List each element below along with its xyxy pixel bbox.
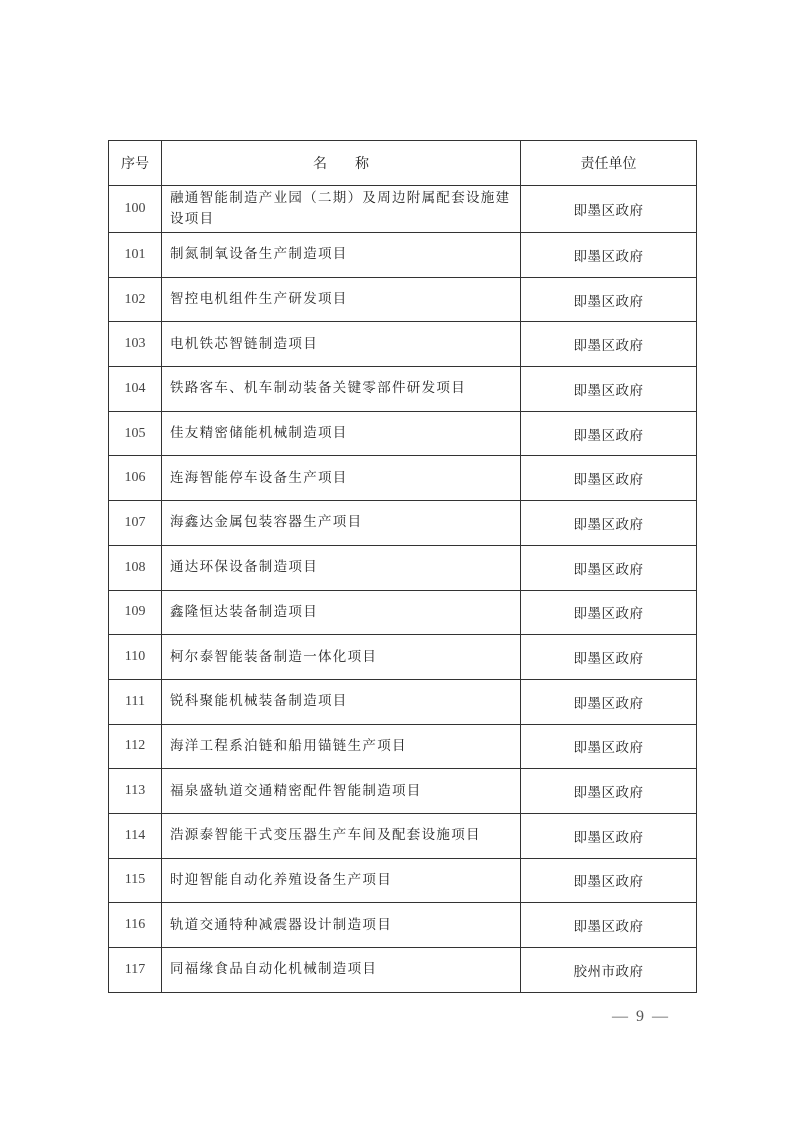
cell-responsible-unit: 胶州市政府 bbox=[521, 948, 697, 993]
cell-serial-number: 103 bbox=[109, 322, 162, 367]
cell-serial-number: 116 bbox=[109, 903, 162, 948]
cell-project-name: 福泉盛轨道交通精密配件智能制造项目 bbox=[162, 769, 521, 814]
cell-project-name: 锐科聚能机械装备制造项目 bbox=[162, 679, 521, 724]
cell-responsible-unit: 即墨区政府 bbox=[521, 769, 697, 814]
header-name: 名 称 bbox=[162, 141, 521, 186]
cell-responsible-unit: 即墨区政府 bbox=[521, 501, 697, 546]
cell-project-name: 智控电机组件生产研发项目 bbox=[162, 277, 521, 322]
table-row bbox=[109, 277, 697, 322]
cell-responsible-unit: 即墨区政府 bbox=[521, 635, 697, 680]
table-row bbox=[109, 322, 697, 367]
cell-responsible-unit: 即墨区政府 bbox=[521, 724, 697, 769]
cell-project-name: 连海智能停车设备生产项目 bbox=[162, 456, 521, 501]
cell-project-name: 鑫隆恒达装备制造项目 bbox=[162, 590, 521, 635]
cell-project-name: 铁路客车、机车制动装备关键零部件研发项目 bbox=[162, 367, 521, 412]
header-responsible-unit: 责任单位 bbox=[521, 141, 697, 186]
table-row bbox=[109, 948, 697, 993]
cell-serial-number: 113 bbox=[109, 769, 162, 814]
table-row bbox=[109, 679, 697, 724]
cell-serial-number: 101 bbox=[109, 233, 162, 278]
cell-responsible-unit: 即墨区政府 bbox=[521, 858, 697, 903]
table-row bbox=[109, 411, 697, 456]
cell-project-name: 海鑫达金属包装容器生产项目 bbox=[162, 501, 521, 546]
cell-responsible-unit: 即墨区政府 bbox=[521, 277, 697, 322]
cell-responsible-unit: 即墨区政府 bbox=[521, 813, 697, 858]
table-row bbox=[109, 813, 697, 858]
cell-serial-number: 104 bbox=[109, 367, 162, 412]
cell-responsible-unit: 即墨区政府 bbox=[521, 903, 697, 948]
cell-serial-number: 109 bbox=[109, 590, 162, 635]
cell-serial-number: 100 bbox=[109, 186, 162, 233]
cell-responsible-unit: 即墨区政府 bbox=[521, 367, 697, 412]
cell-serial-number: 107 bbox=[109, 501, 162, 546]
cell-responsible-unit: 即墨区政府 bbox=[521, 679, 697, 724]
cell-project-name: 轨道交通特种减震器设计制造项目 bbox=[162, 903, 521, 948]
cell-responsible-unit: 即墨区政府 bbox=[521, 186, 697, 233]
table-body bbox=[109, 186, 697, 993]
cell-project-name: 浩源泰智能干式变压器生产车间及配套设施项目 bbox=[162, 813, 521, 858]
cell-serial-number: 115 bbox=[109, 858, 162, 903]
cell-responsible-unit: 即墨区政府 bbox=[521, 545, 697, 590]
table-row bbox=[109, 545, 697, 590]
table-header-row bbox=[109, 141, 697, 186]
cell-project-name: 柯尔泰智能装备制造一体化项目 bbox=[162, 635, 521, 680]
table-row bbox=[109, 903, 697, 948]
project-table bbox=[108, 140, 697, 993]
table-row bbox=[109, 724, 697, 769]
cell-project-name: 通达环保设备制造项目 bbox=[162, 545, 521, 590]
cell-serial-number: 102 bbox=[109, 277, 162, 322]
cell-serial-number: 110 bbox=[109, 635, 162, 680]
cell-responsible-unit: 即墨区政府 bbox=[521, 411, 697, 456]
cell-serial-number: 108 bbox=[109, 545, 162, 590]
cell-responsible-unit: 即墨区政府 bbox=[521, 456, 697, 501]
cell-serial-number: 106 bbox=[109, 456, 162, 501]
page-number: — 9 — bbox=[612, 1008, 670, 1025]
table-row bbox=[109, 769, 697, 814]
cell-responsible-unit: 即墨区政府 bbox=[521, 590, 697, 635]
cell-project-name: 时迎智能自动化养殖设备生产项目 bbox=[162, 858, 521, 903]
table-row bbox=[109, 186, 697, 233]
cell-serial-number: 105 bbox=[109, 411, 162, 456]
cell-project-name: 融通智能制造产业园（二期）及周边附属配套设施建设项目 bbox=[162, 186, 521, 233]
cell-project-name: 海洋工程系泊链和船用锚链生产项目 bbox=[162, 724, 521, 769]
table-row bbox=[109, 456, 697, 501]
cell-serial-number: 114 bbox=[109, 813, 162, 858]
table-row bbox=[109, 501, 697, 546]
cell-responsible-unit: 即墨区政府 bbox=[521, 322, 697, 367]
cell-project-name: 制氮制氧设备生产制造项目 bbox=[162, 233, 521, 278]
table-row bbox=[109, 635, 697, 680]
table-row bbox=[109, 858, 697, 903]
table-row bbox=[109, 233, 697, 278]
cell-serial-number: 112 bbox=[109, 724, 162, 769]
cell-project-name: 电机铁芯智链制造项目 bbox=[162, 322, 521, 367]
cell-responsible-unit: 即墨区政府 bbox=[521, 233, 697, 278]
header-serial-number: 序号 bbox=[109, 141, 162, 186]
cell-serial-number: 117 bbox=[109, 948, 162, 993]
cell-serial-number: 111 bbox=[109, 679, 162, 724]
cell-project-name: 佳友精密储能机械制造项目 bbox=[162, 411, 521, 456]
cell-project-name: 同福缘食品自动化机械制造项目 bbox=[162, 948, 521, 993]
table-row bbox=[109, 367, 697, 412]
table-row bbox=[109, 590, 697, 635]
